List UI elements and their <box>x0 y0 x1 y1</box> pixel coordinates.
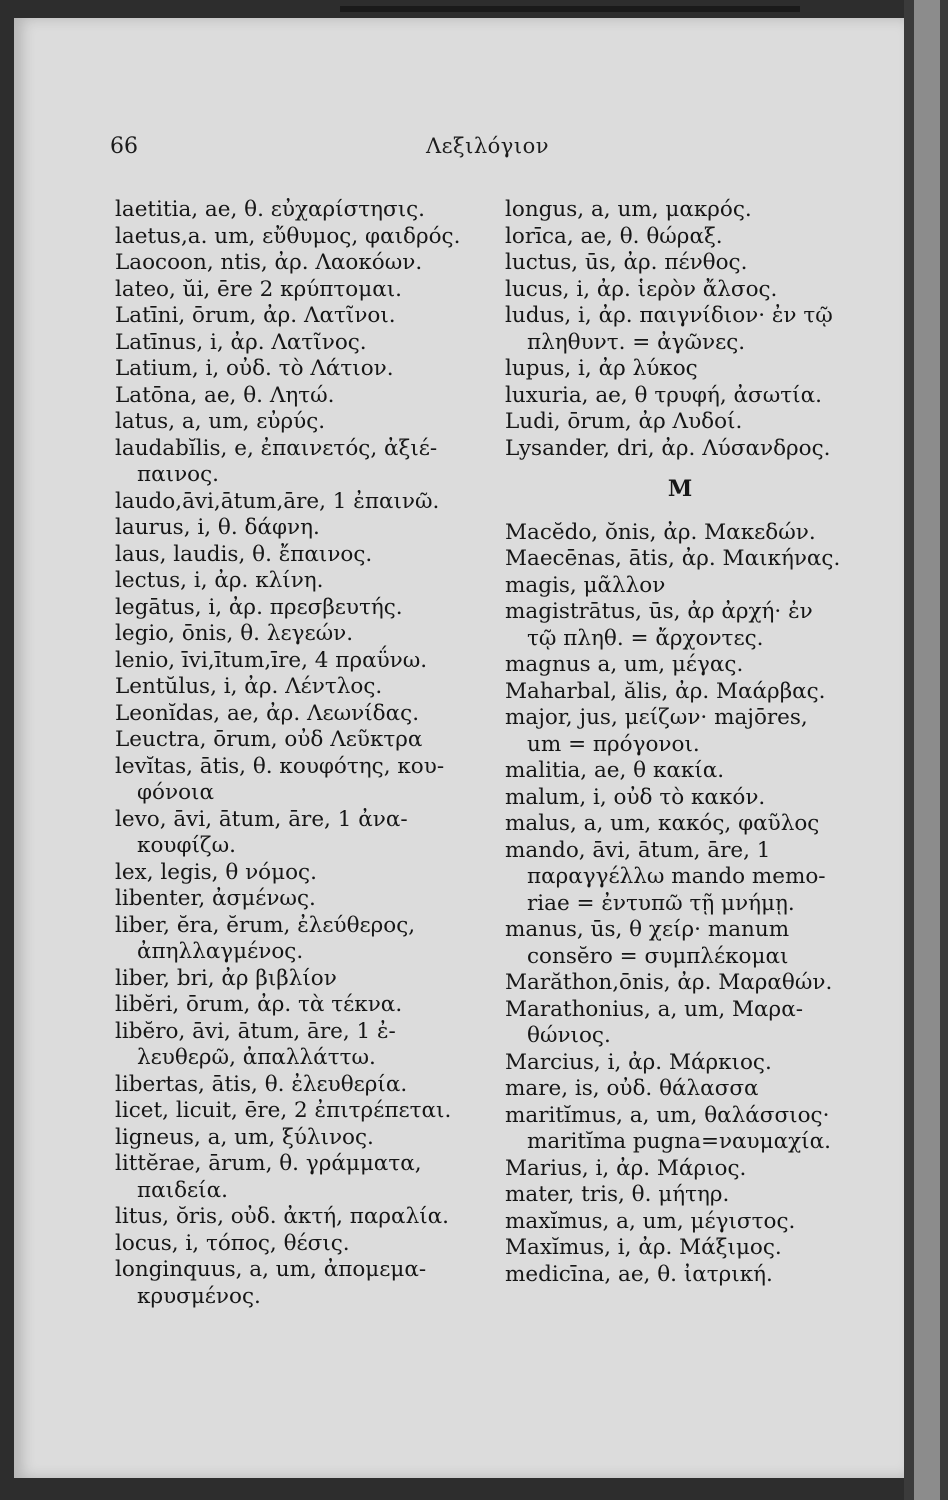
dictionary-entry: lucus, i, ἀρ. ἱερὸν ἄλσος. <box>505 276 778 302</box>
dictionary-entry: liber, bri, ἀρ βιβλίον <box>115 965 337 991</box>
dictionary-entry: Marăthon,ōnis, ἀρ. Μαραθών. <box>505 970 833 995</box>
dictionary-entry: liber, ĕra, ĕrum, ἐλεύθερος, <box>115 912 416 938</box>
dictionary-entry: laurus, i, θ. δάφνη. <box>115 515 320 540</box>
dictionary-entry: Latīnus, i, ἀρ. Λατῖνος. <box>115 329 367 355</box>
dictionary-entry: lateo, ŭi, ēre 2 κρύπτομαι. <box>115 276 403 302</box>
dictionary-entry: Lentŭlus, i, ἀρ. Λέντλος. <box>115 674 383 699</box>
dictionary-entry: Maxĭmus, i, ἀρ. Μάξιμος. <box>505 1235 782 1260</box>
dictionary-entry: mare, is, οὐδ. θάλασσα <box>505 1076 759 1101</box>
dictionary-entry: libenter, ἀσμένως. <box>115 886 316 911</box>
entry-continuation: τῷ πληθ. = ἄρχοντες. <box>527 625 764 651</box>
dictionary-entry: luxuria, ae, θ τρυφή, ἀσωτία. <box>505 382 822 408</box>
dictionary-entry: Leuctra, ōrum, οὐδ Λεῦκτρα <box>115 727 423 752</box>
dictionary-entry: lenio, īvi,ītum,īre, 4 πραΰνω. <box>115 647 428 673</box>
page-number: 66 <box>110 134 138 159</box>
entry-continuation: φόνοια <box>137 780 214 805</box>
dictionary-entry: licet, licuit, ēre, 2 ἐπιτρέπεται. <box>115 1098 452 1123</box>
dictionary-entry: maritĭmus, a, um, θαλάσσιος· <box>505 1102 830 1128</box>
right-column <box>505 197 870 1288</box>
dictionary-entry: malitia, ae, θ κακία. <box>505 758 725 783</box>
dictionary-entry: mando, āvi, ātum, āre, 1 <box>505 837 771 863</box>
dictionary-entry: lex, legis, θ νόμος. <box>115 859 317 885</box>
dictionary-entry: Macĕdo, ŏnis, ἀρ. Μακεδών. <box>505 519 816 545</box>
dictionary-entry: medicīna, ae, θ. ἰατρική. <box>505 1261 773 1287</box>
dictionary-entry: major, jus, μείζων· majōres, <box>505 705 808 730</box>
dictionary-entry: locus, i, τόπος, θέσις. <box>115 1230 350 1256</box>
dictionary-entry: libertas, ātis, θ. ἐλευθερία. <box>115 1071 408 1097</box>
dictionary-entry: littĕrae, ārum, θ. γράμματα, <box>115 1151 422 1176</box>
dictionary-entry: Latōna, ae, θ. Λητώ. <box>115 382 335 408</box>
dictionary-entry: Marcius, i, ἀρ. Μάρκιος. <box>505 1049 772 1075</box>
entry-continuation: κουφίζω. <box>137 833 236 858</box>
dictionary-entry: malus, a, um, κακός, φαῦλος <box>505 811 820 836</box>
page-edge-strip <box>914 0 940 1500</box>
dictionary-entry: manus, ūs, θ χείρ· manum <box>505 917 790 942</box>
dictionary-entry: latus, a, um, εὐρύς. <box>115 409 326 434</box>
dictionary-entry: Latium, i, οὐδ. τὸ Λάτιον. <box>115 356 394 381</box>
dictionary-entry: maxĭmus, a, um, μέγιστος. <box>505 1208 796 1234</box>
dictionary-entry: legio, ōnis, θ. λεγεών. <box>115 621 354 646</box>
entry-continuation: θώνιος. <box>527 1023 611 1048</box>
dictionary-entry: magis, μᾶλλον <box>505 572 666 598</box>
left-column <box>115 197 485 1310</box>
dictionary-entry: Marius, i, ἀρ. Μάριος. <box>505 1155 747 1181</box>
dictionary-entry: malum, i, οὐδ τὸ κακόν. <box>505 784 766 810</box>
dictionary-entry: Ludi, ōrum, ἀρ Λυδοί. <box>505 409 743 434</box>
entry-continuation: παιδεία. <box>137 1177 228 1203</box>
section-letter: M <box>667 476 693 502</box>
dictionary-entry: laetus,a. um, εὔθυμος, φαιδρός. <box>115 223 461 249</box>
dictionary-entry: lorīca, ae, θ. θώραξ. <box>505 223 723 249</box>
dictionary-entry: mater, tris, θ. μήτηρ. <box>505 1182 730 1207</box>
dictionary-entry: ludus, i, ἀρ. παιγνίδιον· ἐν τῷ <box>505 303 833 328</box>
dictionary-entry: magistrātus, ūs, ἀρ ἀρχή· ἐν <box>505 599 813 624</box>
page-title: Λεξιλόγιον <box>426 134 549 158</box>
entry-continuation: λευθερῶ, ἀπαλλάττω. <box>137 1045 376 1070</box>
right-column-l-entries <box>505 197 870 462</box>
dictionary-entry: Laocoon, ntis, ἀρ. Λαοκόων. <box>115 250 423 275</box>
dictionary-entry: levo, āvi, ātum, āre, 1 ἀνα- <box>115 806 408 832</box>
dictionary-entry: Marathonius, a, um, Μαρα- <box>505 996 803 1022</box>
entry-continuation: riae = ἐντυπῶ τῇ μνήμῃ. <box>527 890 795 916</box>
dictionary-entry: Maharbal, ălis, ἀρ. Μαάρβας. <box>505 678 826 704</box>
dictionary-entry: levĭtas, ātis, θ. κουφότης, κου- <box>115 753 445 779</box>
dictionary-entry: Latīni, ōrum, ἀρ. Λατῖνοι. <box>115 303 396 328</box>
dictionary-entry: laudo,āvi,ātum,āre, 1 ἐπαινῶ. <box>115 488 440 514</box>
entry-continuation: παινος. <box>137 462 219 487</box>
dictionary-entry: lupus, i, ἀρ λύκος <box>505 356 698 381</box>
entry-continuation: πληθυντ. = ἀγῶνες. <box>527 329 746 355</box>
entry-continuation: κρυσμένος. <box>137 1283 261 1309</box>
dictionary-entry: litus, ŏris, οὐδ. ἀκτή, παραλία. <box>115 1204 449 1229</box>
dictionary-entry: libĕri, ōrum, ἀρ. τὰ τέκνα. <box>115 992 403 1017</box>
dictionary-entry: magnus a, um, μέγας. <box>505 652 744 677</box>
dictionary-entry: Leonĭdas, ae, ἀρ. Λεωνίδας. <box>115 700 420 726</box>
dictionary-entry: luctus, ūs, ἀρ. πένθος. <box>505 250 748 275</box>
scan-border-right <box>904 0 948 1500</box>
dictionary-entry: ligneus, a, um, ξύλινος. <box>115 1124 374 1150</box>
dictionary-entry: legātus, i, ἀρ. πρεσβευτής. <box>115 594 403 620</box>
entry-continuation: consĕro = συμπλέκομαι <box>527 943 789 969</box>
dictionary-entry: laudabĭlis, e, ἐπαινετός, ἀξιέ- <box>115 435 438 461</box>
entry-continuation: maritĭma pugna=ναυμαχία. <box>527 1129 831 1154</box>
dictionary-entry: Lysander, dri, ἀρ. Λύσανδρος. <box>505 435 831 461</box>
dictionary-entry: longinquus, a, um, ἀπομεμα- <box>115 1257 427 1282</box>
right-column-m-entries <box>505 520 870 1289</box>
dictionary-entry: longus, a, um, μακρός. <box>505 197 752 222</box>
dictionary-entry: lectus, i, ἀρ. κλίνη. <box>115 568 324 593</box>
entry-continuation: um = πρόγονοι. <box>527 731 700 757</box>
dictionary-entry: laetitia, ae, θ. εὐχαρίστησις. <box>115 197 426 222</box>
entry-continuation: παραγγέλλω mando memo- <box>527 864 826 889</box>
entry-continuation: ἀπηλλαγμένος. <box>137 939 304 964</box>
dictionary-entry: Maecēnas, ātis, ἀρ. Μαικήνας. <box>505 546 841 571</box>
dictionary-entry: libĕro, āvi, ātum, āre, 1 ἐ- <box>115 1018 396 1044</box>
dictionary-entry: laus, laudis, θ. ἔπαινος. <box>115 541 373 567</box>
scan-border-top <box>340 6 800 12</box>
